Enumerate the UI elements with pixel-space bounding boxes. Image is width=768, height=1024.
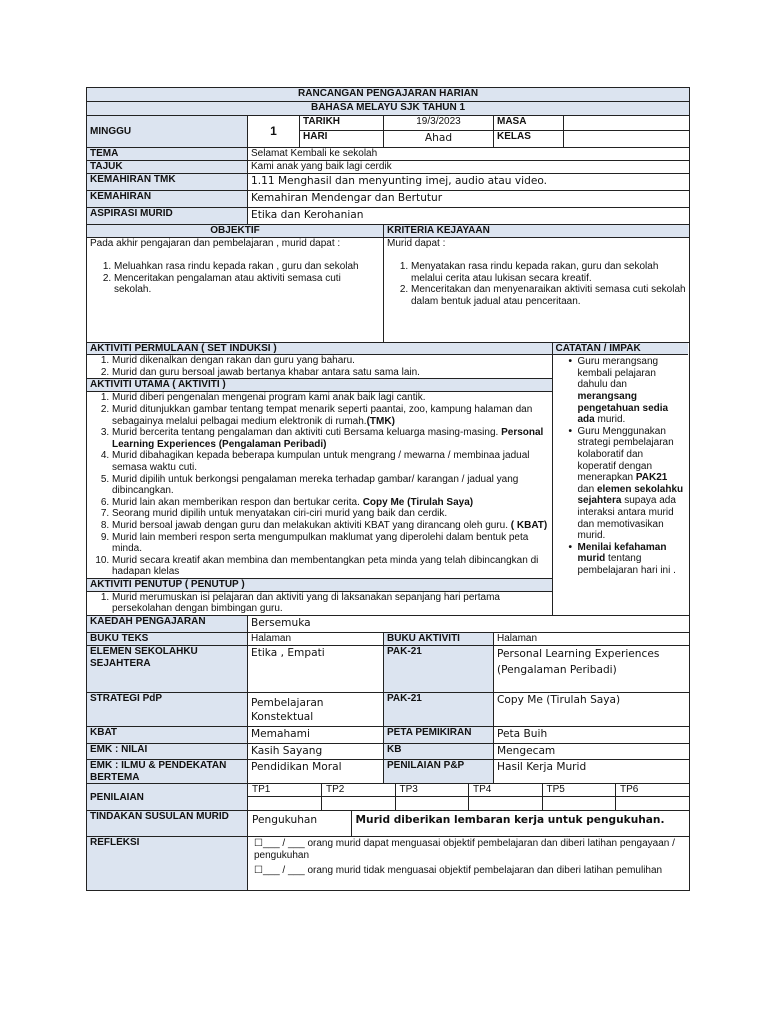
kriteria-heading: KRITERIA KEJAYAAN: [384, 225, 690, 238]
buku-teks-value: Halaman: [248, 633, 384, 646]
kb-value: Mengecam: [494, 744, 690, 760]
utama-item: 8. Murid bersoal jawab dengan guru dan melakukan aktiviti KBAT yang dirancang oleh guru. ( KBAT): [112, 520, 549, 532]
aspirasi-label: ASPIRASI MURID: [87, 208, 248, 225]
elemen-value: Etika , Empati: [248, 646, 384, 693]
kemahiran-tmk-value: 1.11 Menghasil dan menyunting imej, audio atau video.: [248, 174, 690, 191]
lesson-plan-table: [86, 87, 690, 891]
activities-section: [87, 342, 690, 615]
strategi-value: Pembelajaran Konstektual: [248, 693, 384, 727]
emk-nilai-value: Kasih Sayang: [248, 744, 384, 760]
catatan-list: [567, 356, 685, 576]
tp-cell: [248, 784, 690, 811]
buku-aktiviti-value: Halaman: [494, 633, 690, 646]
kemahiran-value: Kemahiran Mendengar dan Bertutur: [248, 191, 690, 208]
utama-item: 7. Seorang murid dipilih untuk menyatakan ciri-ciri murid yang baik dan cerdik.: [112, 508, 549, 520]
tp-level: TP2: [322, 784, 396, 796]
aspirasi-value: Etika dan Kerohanian: [248, 208, 690, 225]
kbat-value: Memahami: [248, 727, 384, 744]
permulaan-item: 1. Murid dikenalkan dengan rakan dan guru yang baharu.: [112, 355, 549, 367]
masa-label: MASA: [494, 116, 564, 131]
objektif-list: [90, 261, 380, 296]
tajuk-value: Kami anak yang baik lagi cerdik: [248, 161, 690, 174]
utama-item: 5. Murid dipilih untuk berkongsi pengalaman mereka terhadap gambar/ karangan / jadual yang dibincangkan.: [112, 474, 549, 497]
objektif-cell: [87, 237, 384, 342]
strategi-label: STRATEGI PdP: [87, 693, 248, 727]
utama-heading: AKTIVITI UTAMA ( AKTIVITI ): [87, 379, 552, 392]
catatan-cell: [552, 355, 688, 615]
penutup-item: 1. Murid merumuskan isi pelajaran dan aktiviti yang di laksanakan sepanjang hari pertama persekolahan dengan bimbingan guru.: [112, 592, 549, 615]
kelas-label: KELAS: [494, 131, 564, 148]
kemahiran-tmk-label: KEMAHIRAN TMK: [87, 174, 248, 191]
tema-value: Selamat Kembali ke sekolah: [248, 148, 690, 161]
kriteria-intro: Murid dapat :: [387, 237, 446, 249]
pak21b-value: Copy Me (Tirulah Saya): [494, 693, 690, 727]
tp-level: TP5: [542, 784, 616, 796]
permulaan-heading: AKTIVITI PERMULAAN ( SET INDUKSI ): [87, 343, 552, 355]
kb-label: KB: [384, 744, 494, 760]
utama-item: 4. Murid dibahagikan kepada beberapa kumpulan untuk mengrang / mewarna / membinaa jadual semasa waktu cuti.: [112, 450, 549, 473]
utama-item: 6. Murid lain akan memberikan respon dan bertukar cerita. Copy Me (Tirulah Saya): [112, 497, 549, 509]
pak21b-label: PAK-21: [384, 693, 494, 727]
permulaan-list: [90, 355, 549, 378]
penilaian-label: PENILAIAN: [87, 784, 248, 811]
catatan-item: • Guru merangsang kembali pelajaran dahulu dan merangsang pengetahuan sedia ada murid.: [577, 356, 685, 426]
penutup-list: [90, 592, 549, 615]
utama-list: [90, 392, 549, 578]
kriteria-item: 1. Menyatakan rasa rindu kepada rakan, guru dan sekolah melalui cerita atau lukisan secara kreatif.: [411, 261, 686, 284]
penutup-heading: AKTIVITI PENUTUP ( PENUTUP ): [87, 579, 552, 592]
emk-nilai-label: EMK : NILAI: [87, 744, 248, 760]
objektif-item: 1. Meluahkan rasa rindu kepada rakan , guru dan sekolah: [114, 261, 380, 273]
tindakan-label: TINDAKAN SUSULAN MURID: [87, 811, 248, 837]
tp-level: TP3: [395, 784, 469, 796]
utama-item: 3. Murid bercerita tentang pengalaman dan aktiviti cuti Bersama keluarga masing-masing. Personal Learning Experiences (Pengalaman Peribadi): [112, 427, 549, 450]
elemen-label: ELEMEN SEKOLAHKU SEJAHTERA: [87, 646, 248, 693]
buku-teks-label: BUKU TEKS: [87, 633, 248, 646]
tema-label: TEMA: [87, 148, 248, 161]
permulaan-item: 2. Murid dan guru bersoal jawab bertanya khabar antara satu sama lain.: [112, 367, 549, 379]
tindakan-cell: [248, 811, 690, 837]
tp-level: TP1: [248, 784, 322, 796]
penilaian-pp-label: PENILAIAN P&P: [384, 760, 494, 784]
minggu-label: MINGGU: [87, 116, 248, 148]
refleksi-line-1: ☐___ / ___ orang murid dapat menguasai objektif pembelajaran dan diberi latihan pengayaan / pengukuhan: [254, 838, 675, 861]
lesson-plan-document: [86, 87, 689, 891]
emk-ilmu-value: Pendidikan Moral: [248, 760, 384, 784]
objektif-heading: OBJEKTIF: [87, 225, 384, 238]
utama-item: 1. Murid diberi pengenalan mengenai program kami anak baik lagi cantik.: [112, 392, 549, 404]
hari-value: Ahad: [384, 131, 494, 148]
catatan-item: • Guru Menggunakan strategi pembelajaran kolaboratif dan koperatif dengan menerapkan PAK21 dan elemen sekolahku sejahtera supaya ada interaksi antara murid dan memotivasikan murid.: [577, 426, 685, 542]
utama-item: 2. Murid ditunjukkan gambar tentang tempat menarik seperti paantai, zoo, kampung halaman dan sebagainya melalui pelbagai medium elektronik di rumah.(TMK): [112, 404, 549, 427]
utama-item: 9. Murid lain memberi respon serta mengumpulkan maklumat yang diperolehi dalam bentuk peta minda.: [112, 532, 549, 555]
kriteria-cell: [384, 237, 690, 342]
minggu-value: 1: [248, 116, 300, 148]
kelas-value: [564, 131, 690, 148]
hari-label: HARI: [300, 131, 384, 148]
kriteria-item: 2. Menceritakan dan menyenaraikan aktiviti semasa cuti sekolah dalam bentuk jadual atau penceritaan.: [411, 284, 686, 307]
kaedah-value: Bersemuka: [248, 616, 690, 633]
kbat-label: KBAT: [87, 727, 248, 744]
catatan-item: • Menilai kefahaman murid tentang pembelajaran hari ini .: [577, 542, 685, 577]
refleksi-line-2: ☐___ / ___ orang murid tidak menguasai objektif pembelajaran dan diberi latihan pemulihan: [254, 864, 663, 876]
pak21-value: Personal Learning Experiences (Pengalaman Peribadi): [494, 646, 690, 693]
kemahiran-label: KEMAHIRAN: [87, 191, 248, 208]
document-title: RANCANGAN PENGAJARAN HARIAN: [87, 88, 690, 102]
penilaian-pp-value: Hasil Kerja Murid: [494, 760, 690, 784]
tarikh-value: 19/3/2023: [384, 116, 494, 131]
objektif-intro: Pada akhir pengajaran dan pembelajaran , murid dapat :: [90, 237, 341, 249]
catatan-heading: CATATAN / IMPAK: [552, 343, 688, 355]
tindakan-value: Pengukuhan: [248, 811, 351, 836]
refleksi-label: REFLEKSI: [87, 837, 248, 891]
tp-level: TP6: [616, 784, 690, 796]
utama-item: 10. Murid secara kreatif akan membina dan membentangkan peta minda yang telah dibincangkan di hadapan klelas: [112, 555, 549, 578]
peta-value: Peta Buih: [494, 727, 690, 744]
document-subtitle: BAHASA MELAYU SJK TAHUN 1: [87, 102, 690, 116]
tajuk-label: TAJUK: [87, 161, 248, 174]
pak21-label: PAK-21: [384, 646, 494, 693]
activities-column: [87, 355, 552, 615]
kriteria-list: [387, 261, 686, 307]
tarikh-label: TARIKH: [300, 116, 384, 131]
buku-aktiviti-label: BUKU AKTIVITI: [384, 633, 494, 646]
objektif-item: 2. Menceritakan pengalaman atau aktiviti semasa cuti sekolah.: [114, 273, 380, 296]
kaedah-label: KAEDAH PENGAJARAN: [87, 616, 248, 633]
tindakan-note: Murid diberikan lembaran kerja untuk pengukuhan.: [355, 814, 665, 827]
emk-ilmu-label: EMK : ILMU & PENDEKATAN BERTEMA: [87, 760, 248, 784]
masa-value: [564, 116, 690, 131]
peta-label: PETA PEMIKIRAN: [384, 727, 494, 744]
tp-level: TP4: [469, 784, 543, 796]
refleksi-cell: [248, 837, 690, 891]
